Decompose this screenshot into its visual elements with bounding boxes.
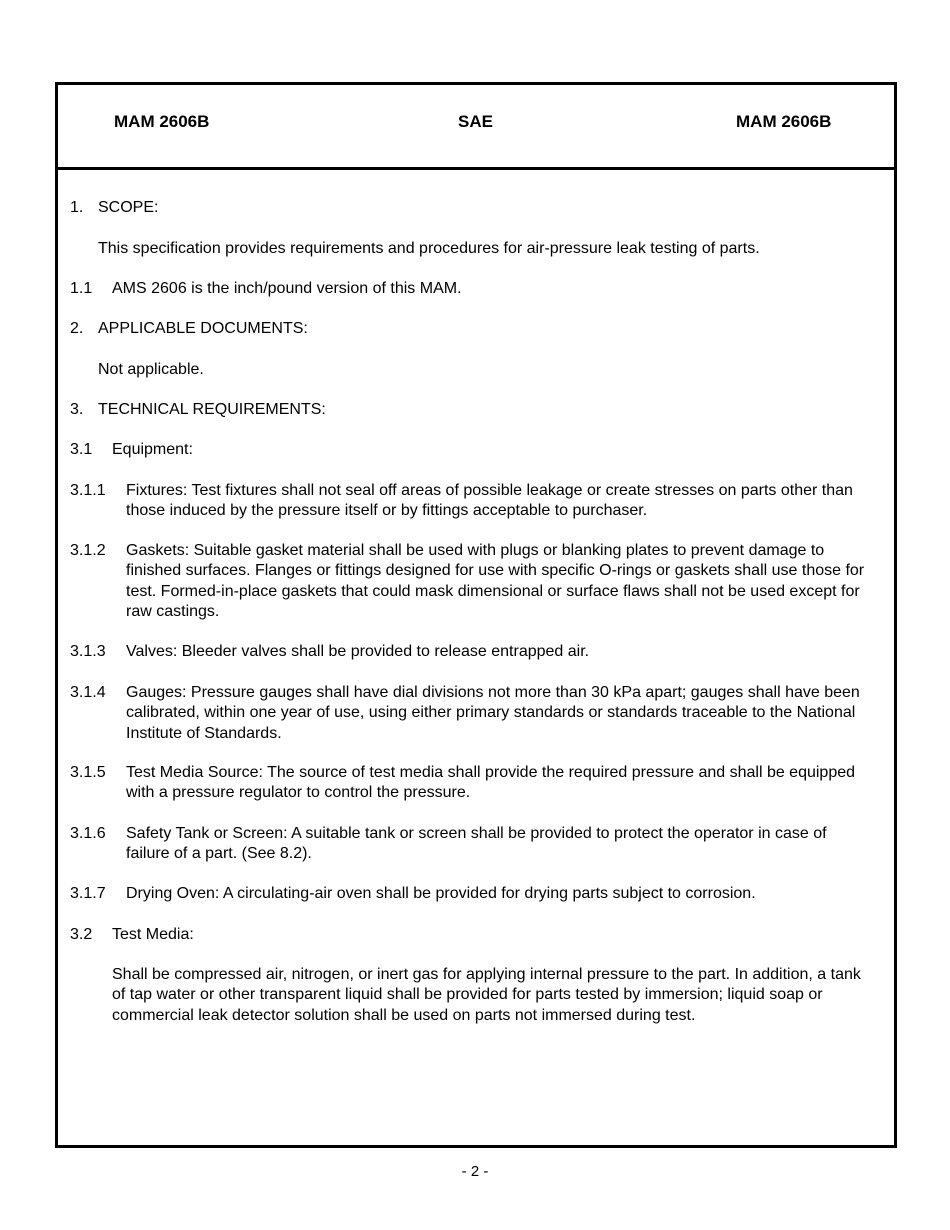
page-number: - 2 - [461,1163,489,1180]
header-org: SAE [458,112,493,131]
header-doc-id-left: MAM 2606B [114,112,210,131]
page-header [58,85,894,170]
header-doc-id-right: MAM 2606B [736,112,832,131]
section-1-body: This specification provides requirements and procedures for air-pressure leak testing of parts. [98,240,760,257]
section-2-body: Not applicable. [98,361,204,378]
section-3-2-body: Shall be compressed air, nitrogen, or inert gas for applying internal pressure to the part. In addition, a tank of tap water or other transparent liquid shall be provided for parts tested by immersion; liquid soap or commercial leak detector solution shall be used on parts not immersed during test. [112,966,861,1024]
